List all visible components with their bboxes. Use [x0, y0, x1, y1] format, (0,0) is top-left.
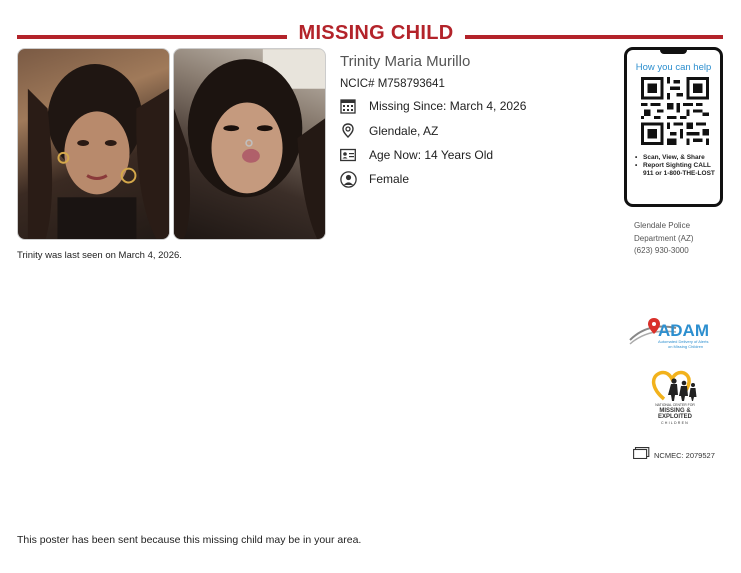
- calendar-icon: [339, 97, 357, 115]
- adam-tagline-1: Automated Delivery of Alerts: [658, 339, 709, 344]
- ncmec-line-4: CHILDREN: [661, 421, 689, 425]
- ncmec-line-3: EXPLOITED: [657, 414, 693, 420]
- phone-help-card: [624, 47, 723, 207]
- police-name-line2: Department (AZ): [634, 233, 694, 243]
- help-step: • Report Sighting CALL 911 or 1-800-THE-LOST: [634, 162, 720, 178]
- ncmec-case-id: [633, 446, 715, 464]
- help-title: How you can help: [635, 62, 712, 73]
- help-steps: [634, 154, 720, 178]
- police-contact: [634, 220, 694, 258]
- id-card-icon: [339, 146, 357, 164]
- police-phone: (623) 930-3000: [634, 246, 689, 255]
- ncmec-logo: [648, 369, 702, 427]
- child-photo-1: [17, 48, 170, 240]
- last-seen-caption: Trinity was last seen on March 4, 2026.: [17, 250, 182, 261]
- help-step: • Scan, View, & Share: [634, 154, 720, 162]
- adam-logo: [628, 318, 720, 356]
- ncmec-id-text: NCMEC: 2079527: [654, 450, 715, 460]
- ncic-number: NCIC# M758793641: [340, 78, 445, 90]
- child-name: Trinity Maria Murillo: [340, 53, 471, 70]
- poster-title: MISSING CHILD: [298, 22, 454, 44]
- person-icon: [339, 170, 357, 188]
- photo-2-illustration: [174, 49, 325, 239]
- gender-text: Female: [369, 172, 410, 186]
- footer-note: This poster has been sent because this missing child may be in your area.: [17, 534, 362, 546]
- gender-row: [339, 170, 409, 188]
- police-name-line1: Glendale Police: [634, 221, 691, 230]
- child-photo-2: [173, 48, 326, 240]
- location-text: Glendale, AZ: [369, 124, 439, 138]
- location-pin-icon: [339, 122, 357, 140]
- ncmec-line-2: MISSING &: [659, 408, 691, 414]
- ncmec-line-1: NATIONAL CENTER FOR: [655, 403, 695, 407]
- header-rule-right: [465, 35, 723, 39]
- missing-since-row: [339, 97, 526, 115]
- phone-notch: [660, 49, 687, 54]
- age-text: Age Now: 14 Years Old: [369, 148, 494, 162]
- qr-code[interactable]: [641, 77, 709, 145]
- age-row: [339, 146, 493, 164]
- adam-tagline-2: on Missing Children: [668, 344, 704, 349]
- case-folder-icon: [633, 446, 650, 464]
- location-row: [339, 122, 438, 140]
- missing-since-text: Missing Since: March 4, 2026: [369, 99, 527, 113]
- adam-logo-text: ADAM: [658, 321, 709, 340]
- photo-1-illustration: [18, 49, 169, 239]
- header-rule-left: [17, 35, 287, 39]
